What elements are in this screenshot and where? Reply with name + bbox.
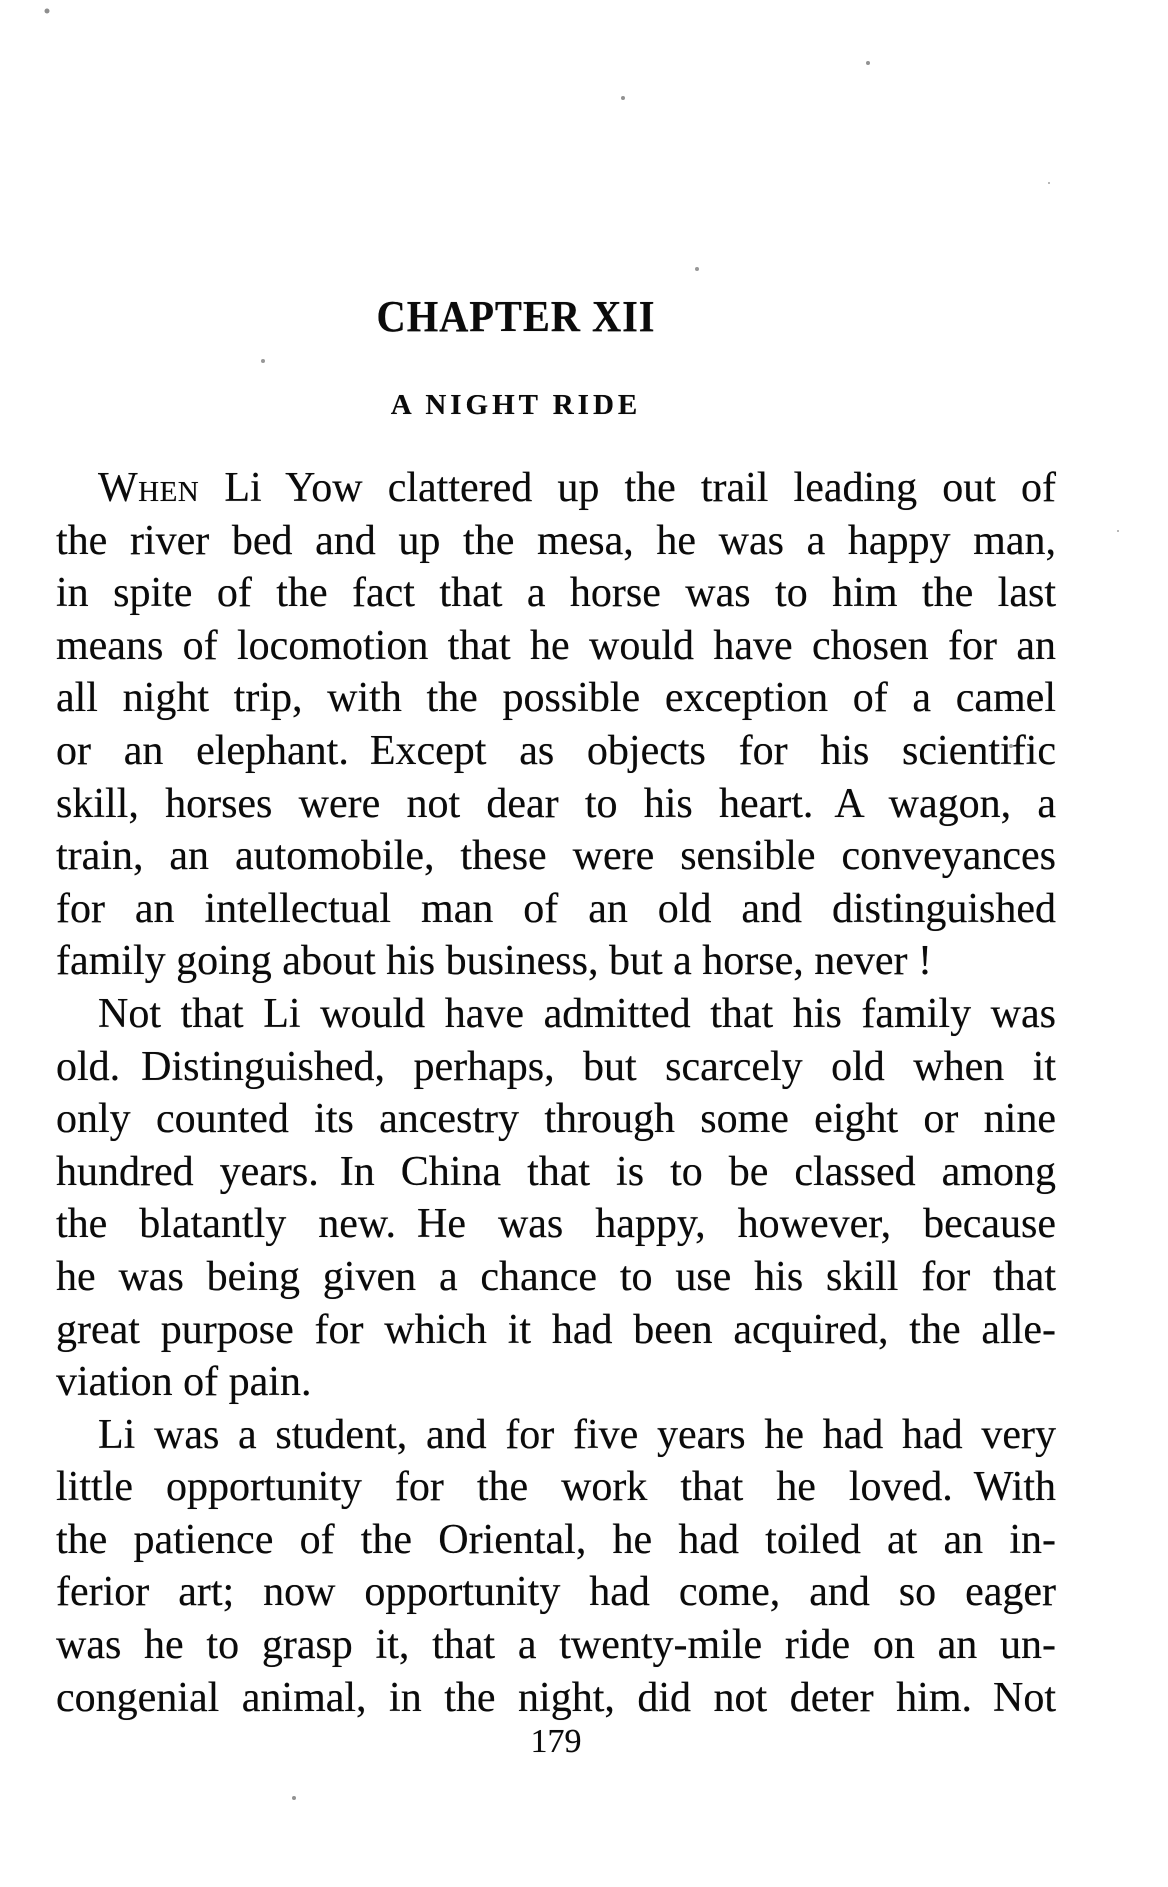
text-line: When Li Yow clattered up the trail leading out of bbox=[98, 465, 1056, 511]
text-line: the blatantly new. He was happy, however, because bbox=[56, 1201, 1056, 1248]
text-line: great purpose for which it had been acquired, the alle- bbox=[56, 1306, 1056, 1353]
text-line: old. Distinguished, perhaps, but scarcely old when it bbox=[56, 1043, 1056, 1090]
text-line: viation of pain. bbox=[56, 1359, 312, 1406]
text-line: he was being given a chance to use his skill for that bbox=[56, 1253, 1056, 1300]
text-line: was he to grasp it, that a twenty-mile ride on an un- bbox=[56, 1622, 1056, 1669]
text-line: family going about his business, but a horse, never ! bbox=[56, 938, 933, 985]
text-line: Li was a student, and for five years he had had very bbox=[98, 1411, 1056, 1458]
text-line: means of locomotion that he would have chosen for an bbox=[56, 622, 1056, 669]
text-line: Not that Li would have admitted that his family was bbox=[98, 990, 1056, 1037]
text-line: little opportunity for the work that he loved. With bbox=[56, 1464, 1056, 1511]
paragraph bbox=[56, 988, 1056, 1409]
page-body bbox=[56, 462, 1056, 1724]
page-number: 179 bbox=[530, 1723, 582, 1760]
text-line: all night trip, with the possible exception of a camel bbox=[56, 675, 1056, 722]
text-line: or an elephant. Except as objects for his scientific bbox=[56, 727, 1056, 774]
text-line: congenial animal, in the night, did not deter him. Not bbox=[56, 1674, 1056, 1721]
text-line: ferior art; now opportunity had come, and so eager bbox=[56, 1569, 1056, 1616]
text-line: hundred years. In China that is to be classed among bbox=[56, 1148, 1056, 1195]
text-line: skill, horses were not dear to his heart. A wagon, a bbox=[56, 780, 1056, 827]
smallcaps-lead: When bbox=[98, 465, 200, 511]
section-title: A NIGHT RIDE bbox=[390, 389, 642, 421]
paragraph bbox=[56, 1409, 1056, 1725]
paragraph bbox=[56, 462, 1056, 988]
text-line: only counted its ancestry through some eight or nine bbox=[56, 1096, 1056, 1143]
chapter-heading: CHAPTER XII bbox=[376, 292, 656, 341]
text-line: the patience of the Oriental, he had toiled at an in- bbox=[56, 1516, 1056, 1563]
text-line: for an intellectual man of an old and distinguished bbox=[56, 885, 1056, 932]
scan-artifacts bbox=[0, 0, 2, 2]
text-line: train, an automobile, these were sensible conveyances bbox=[56, 833, 1056, 880]
text-line: in spite of the fact that a horse was to him the last bbox=[56, 570, 1056, 617]
text-line: the river bed and up the mesa, he was a happy man, bbox=[56, 517, 1056, 564]
